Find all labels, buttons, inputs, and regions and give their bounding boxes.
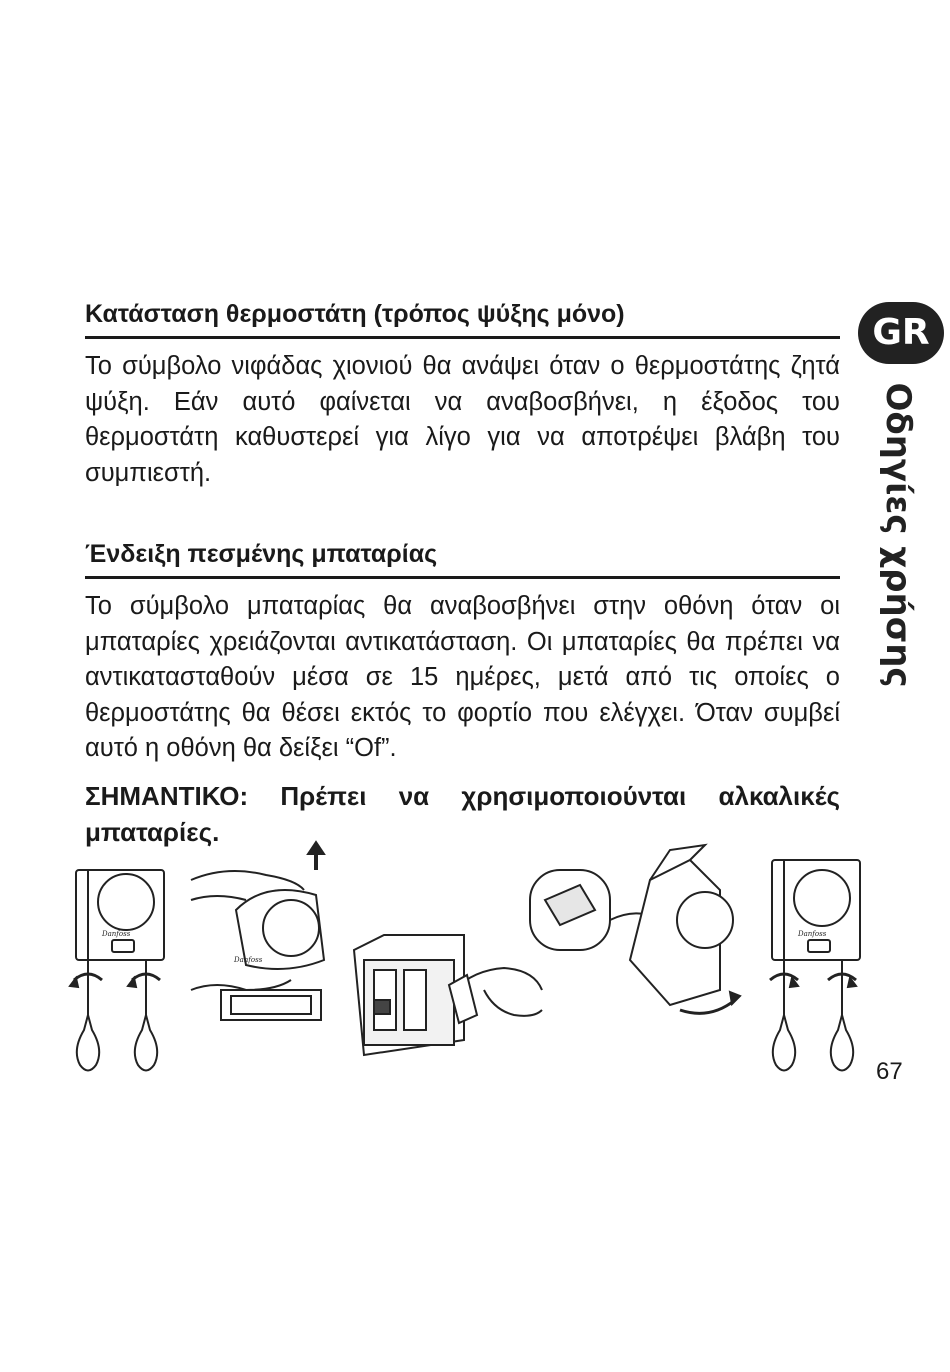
svg-text:Danfoss: Danfoss: [102, 930, 131, 938]
page-number: 67: [876, 1058, 903, 1085]
language-badge: GR: [858, 302, 944, 364]
svg-text:Danfoss: Danfoss: [798, 930, 827, 938]
lift-cover-illustration: [186, 840, 336, 1040]
section-heading: Ένδειξη πεσμένης μπαταρίας: [85, 538, 840, 579]
section-cooling-status: [85, 298, 840, 491]
insert-batteries-illustration: [344, 840, 544, 1080]
section-body: Το σύμβολο μπαταρίας θα αναβοσβήνει στην οθόνη όταν οι μπαταρίες χρειάζονται αντικατάσταση. Οι μπαταρίες θα πρέπει να αντικατασταθούν μέσα σε 15 ημέρες, μετά από τις οποίες ο θερμοστάτης θα θέσει εκτός το φορτίο που ελέγχει. Όταν συμβεί αυτό η οθόνη θα δείξει “Of”.: [85, 592, 840, 762]
section-heading: Κατάσταση θερμοστάτη (τρόπος ψύξης μόνο): [85, 298, 840, 339]
side-section-title: Οδηγίες χρήσης: [878, 382, 918, 688]
thermostat-screw-illustration: [762, 840, 868, 1080]
svg-text:Danfoss: Danfoss: [234, 956, 263, 964]
section-low-battery: [85, 538, 840, 767]
thermostat-unscrew-illustration: [66, 840, 172, 1080]
section-body: Το σύμβολο νιφάδας χιονιού θα ανάψει όταν ο θερμοστάτης ζητά ψύξη. Εάν αυτό φαίνεται να αναβοσβήνει, η έξοδος του θερμοστάτη καθυστερεί για λίγο για να αποτρέψει βλάβη του συμπιεστή.: [85, 352, 840, 487]
important-note: ΣΗΜΑΝΤΙΚΟ: Πρέπει να χρησιμοποιούνται αλκαλικές μπαταρίες.: [85, 781, 840, 847]
reattach-cover-illustration: [520, 840, 750, 1020]
